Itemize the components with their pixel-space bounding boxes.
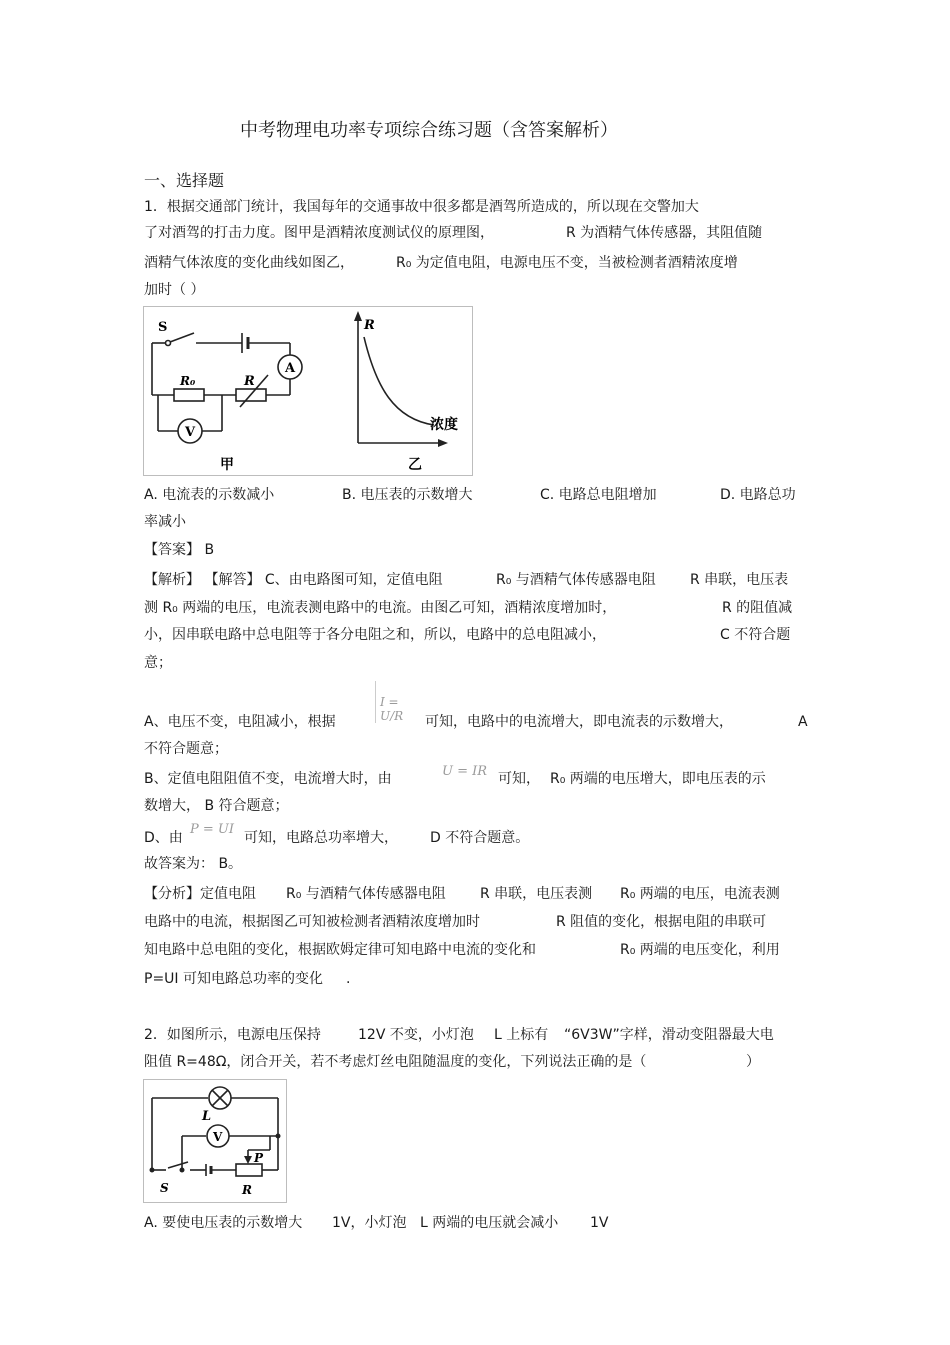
q1-stem-line2a: 了对酒驾的打击力度。图甲是酒精浓度测试仪的原理图，: [144, 225, 494, 241]
q1-exp-a4: 不符合题意；: [144, 741, 228, 757]
q1-exp-2a: 测 R₀ 两端的电压，电流表测电路中的电流。由图乙可知，酒精浓度增加时，: [144, 600, 617, 616]
q2-stem-2b: ）: [746, 1054, 760, 1070]
fig-yi-label: 乙: [408, 457, 422, 473]
q1-exp-1b: R₀ 与酒精气体传感器电阻: [496, 572, 656, 588]
q2-figure: [143, 1079, 287, 1203]
r-label: R: [244, 374, 255, 389]
q1-stem-line4: 加时（ ）: [144, 282, 205, 298]
q1-stem-line1: 1．根据交通部门统计，我国每年的交通事故中很多都是酒驾所造成的，所以现在交警加大: [144, 199, 699, 215]
q1-exp-a3: A: [798, 714, 808, 730]
formula-ohm-i-text: I = U/R: [380, 695, 404, 723]
q1-stem-line3a: 酒精气体浓度的变化曲线如图乙，: [144, 255, 354, 271]
q1-exp-d3: D 不符合题意。: [430, 830, 530, 846]
graph-axis-x: 浓度: [430, 417, 458, 433]
q1-exp-1c: R 串联，电压表: [690, 572, 789, 588]
lamp-label: L: [202, 1109, 212, 1124]
q1-exp-1a: 【解析】 【解答】 C、由电路图可知，定值电阻: [144, 572, 443, 588]
q1-final-answer: 故答案为： B。: [144, 856, 243, 872]
q1-exp-b3: R₀ 两端的电压增大，即电压表的示: [550, 771, 766, 787]
q1-answer: 【答案】 B: [144, 542, 215, 558]
q1-ana-1c: R 串联，电压表测: [480, 886, 593, 902]
q1-option-d-cont: 率减小: [144, 514, 186, 530]
q1-option-a: A. 电流表的示数减小: [144, 487, 275, 503]
q1-ana-1b: R₀ 与酒精气体传感器电阻: [286, 886, 446, 902]
q1-ana-3b: R₀ 两端的电压变化，利用: [620, 942, 780, 958]
r0-label: R₀: [180, 374, 196, 388]
q1-option-d: D. 电路总功: [720, 487, 796, 503]
q1-ana-2b: R 阻值的变化，根据电阻的串联可: [556, 914, 767, 930]
q2-stem-1a: 2．如图所示，电源电压保持: [144, 1027, 321, 1043]
q1-ana-3a: 知电路中总电阻的变化，根据欧姆定律可知电路中电流的变化和: [144, 942, 536, 958]
q1-exp-a1: A、电压不变，电阻减小，根据: [144, 714, 336, 730]
q2-stem-1d: “6V3W”字样，滑动变阻器最大电: [564, 1027, 774, 1043]
page-title: 中考物理电功率专项综合练习题（含答案解析）: [240, 120, 618, 141]
q2-stem-1b: 12V 不变，小灯泡: [358, 1027, 474, 1043]
q1-stem-line3b: R₀ 为定值电阻，电源电压不变，当被检测者酒精浓度增: [396, 255, 738, 271]
switch-label: S: [158, 320, 168, 335]
q1-exp-d1: D、由: [144, 830, 183, 846]
q2-stem-2a: 阻值 R=48Ω，闭合开关，若不考虑灯丝电阻随温度的变化，下列说法正确的是（: [144, 1054, 647, 1070]
q1-exp-4: 意；: [144, 655, 172, 671]
slider-label: P: [254, 1151, 264, 1165]
formula-ohm-i: [375, 681, 422, 723]
formula-u-ir: U = IR: [442, 764, 488, 779]
q2-stem-1c: L 上标有: [494, 1027, 549, 1043]
q2-option-a2: 1V，小灯泡: [332, 1215, 407, 1231]
voltmeter-label: V: [185, 425, 196, 440]
q1-exp-2b: R 的阻值减: [722, 600, 793, 616]
q1-circuit-diagram: [144, 307, 472, 475]
q1-exp-3b: C 不符合题: [720, 627, 791, 643]
q1-exp-b2: 可知，: [498, 771, 540, 787]
rheostat-label: R: [242, 1183, 252, 1197]
q1-option-c: C. 电路总电阻增加: [540, 487, 657, 503]
q1-ana-1d: R₀ 两端的电压，电流表测: [620, 886, 780, 902]
q1-ana-4a: P=UI 可知电路总功率的变化: [144, 971, 323, 987]
q1-ana-4b: .: [346, 971, 351, 987]
fig-jia-label: 甲: [220, 457, 234, 473]
formula-p-ui: P = UI: [190, 822, 234, 837]
q1-exp-3a: 小，因串联电路中总电阻等于各分电阻之和，所以，电路中的总电阻减小，: [144, 627, 606, 643]
ammeter-label: A: [285, 361, 296, 376]
section-heading: 一、选择题: [144, 171, 225, 190]
q2-circuit-diagram: [144, 1080, 286, 1202]
q1-figure: [143, 306, 473, 476]
q1-option-b: B. 电压表的示数增大: [342, 487, 473, 503]
q1-exp-d2: 可知，电路总功率增大，: [244, 830, 398, 846]
q1-exp-a2: 可知，电路中的电流增大，即电流表的示数增大，: [425, 714, 733, 730]
graph-axis-r: R: [364, 318, 375, 333]
q1-exp-b1: B、定值电阻阻值不变，电流增大时，由: [144, 771, 392, 787]
q1-ana-2a: 电路中的电流，根据图乙可知被检测者酒精浓度增加时: [144, 914, 480, 930]
voltmeter-label-2: V: [213, 1130, 223, 1144]
q1-stem-line2b: R 为酒精气体传感器，其阻值随: [566, 225, 763, 241]
q2-option-a1: A. 要使电压表的示数增大: [144, 1215, 303, 1231]
q1-ana-1a: 【分析】定值电阻: [144, 886, 256, 902]
q1-exp-b4: 数增大， B 符合题意；: [144, 798, 289, 814]
switch-label-2: S: [160, 1181, 169, 1195]
q2-option-a3: L 两端的电压就会减小: [420, 1215, 559, 1231]
q2-option-a4: 1V: [590, 1215, 609, 1231]
